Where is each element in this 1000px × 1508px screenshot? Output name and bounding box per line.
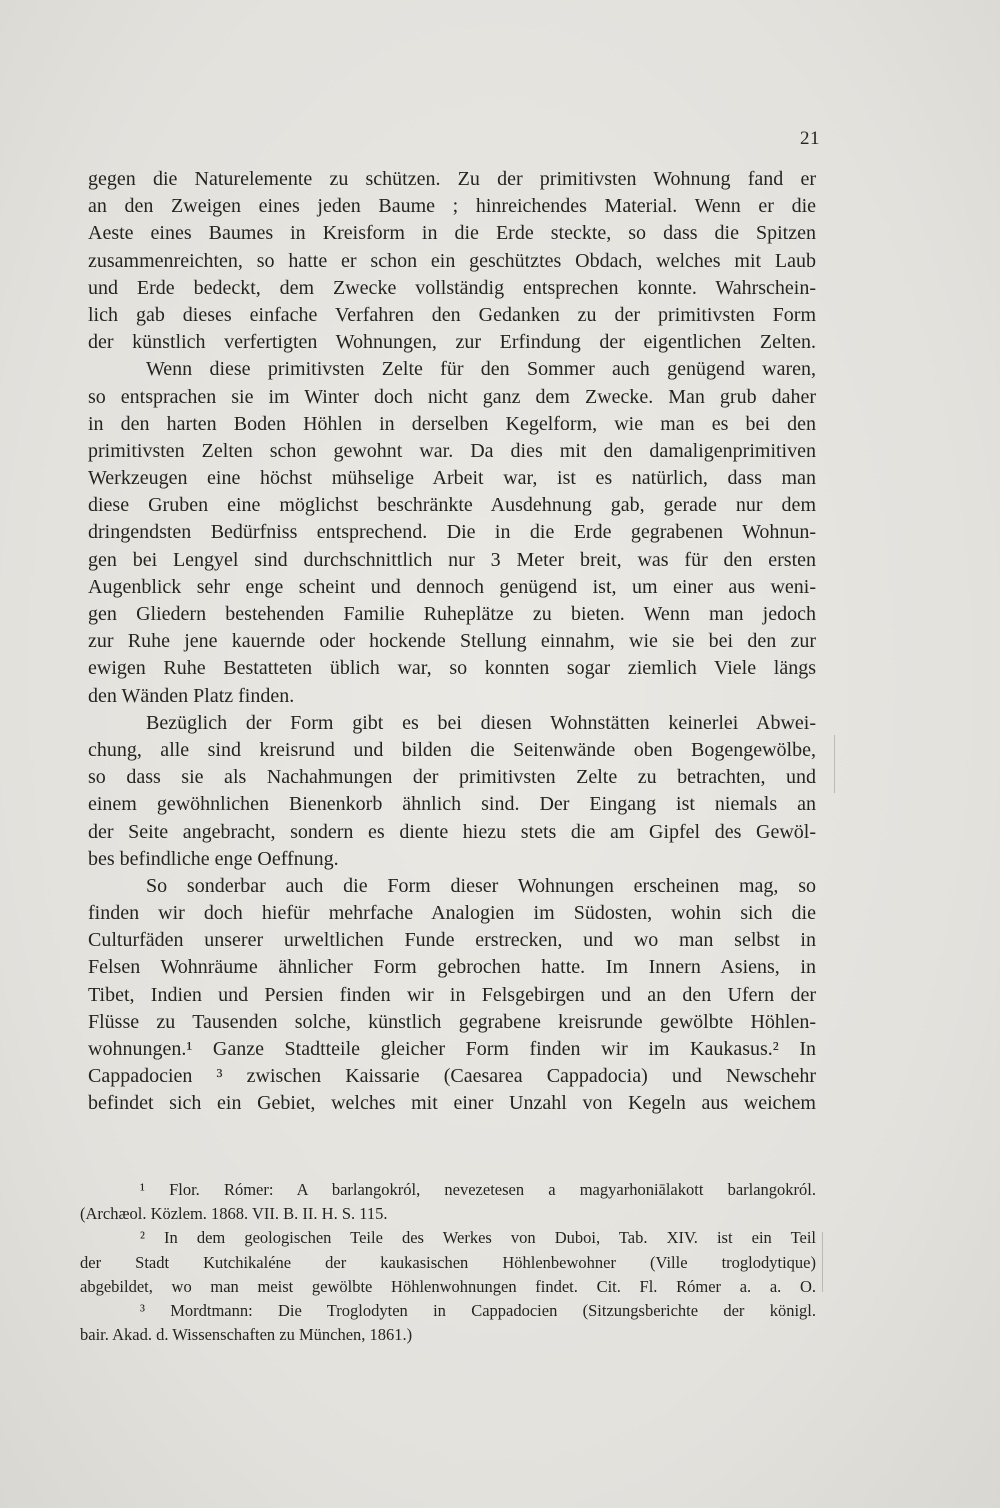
- body-text-line: Wenn diese primitivsten Zelte für den Sommer auch genügend waren,: [146, 358, 816, 381]
- body-text-line: so dass sie als Nachahmungen der primitivsten Zelte zu betrachten, und: [88, 766, 816, 789]
- body-text-line: Cappadocien ³ zwischen Kaissarie (Caesarea Cappadocia) und Newschehr: [88, 1065, 816, 1088]
- body-text-line: zur Ruhe jene kauernde oder hockende Stellung einnahm, wie sie bei den zur: [88, 630, 816, 653]
- footnote-line: der Stadt Kutchikaléne der kaukasischen Höhlenbewohner (Ville troglodytique): [80, 1252, 816, 1272]
- footnote-line: ³ Mordtmann: Die Troglodyten in Cappadocien (Sitzungsberichte der königl.: [140, 1300, 816, 1320]
- footnote-line: bair. Akad. d. Wissenschaften zu München, 1861.): [80, 1325, 413, 1345]
- body-text-line: Tibet, Indien und Persien finden wir in Felsgebirgen und an den Ufern der: [88, 983, 816, 1006]
- body-text-line: Culturfäden unserer urweltlichen Funde erstrecken, und wo man selbst in: [88, 929, 816, 952]
- body-text-line: Felsen Wohnräume ähnlicher Form gebrochen hatte. Im Innern Asiens, in: [88, 956, 816, 979]
- body-text-line: Bezüglich der Form gibt es bei diesen Wohnstätten keinerlei Abwei-: [146, 711, 816, 734]
- body-text-line: in den harten Boden Höhlen in derselben Kegelform, wie man es bei den: [88, 412, 816, 435]
- body-text-line: Flüsse zu Tausenden solche, künstlich gegrabene kreisrunde gewölbte Höhlen-: [88, 1010, 816, 1033]
- body-text-line: wohnungen.¹ Ganze Stadtteile gleicher Form finden wir im Kaukasus.² In: [88, 1038, 816, 1060]
- body-text-line: Werkzeugen eine höchst mühselige Arbeit war, ist es natürlich, dass man: [88, 467, 816, 490]
- body-text-line: der künstlich verfertigten Wohnungen, zur Erfindung der eigentlichen Zelten.: [88, 331, 816, 354]
- body-text-line: chung, alle sind kreisrund und bilden die Seitenwände oben Bogengewölbe,: [88, 738, 816, 761]
- body-text-line: und Erde bedeckt, dem Zwecke vollständig entsprechen konnte. Wahrschein-: [88, 276, 816, 299]
- body-text-line: diese Gruben eine möglichst beschränkte Ausdehnung gab, gerade nur dem: [88, 494, 816, 517]
- body-text-line: befindet sich ein Gebiet, welches mit einer Unzahl von Kegeln aus weichem: [88, 1092, 816, 1115]
- footnote-line: ² In dem geologischen Teile des Werkes von Duboi, Tab. XIV. ist ein Teil: [140, 1228, 816, 1248]
- page-number: 21: [800, 128, 820, 149]
- body-text-line: einem gewöhnlichen Bienenkorb ähnlich sind. Der Eingang ist niemals an: [88, 793, 816, 816]
- body-text-line: gen Gliedern bestehenden Familie Ruheplätze zu bieten. Wenn man jedoch: [88, 603, 816, 625]
- body-text-line: so entsprachen sie im Winter doch nicht ganz dem Zwecke. Man grub daher: [88, 385, 816, 408]
- body-text-line: Aeste eines Baumes in Kreisform in die Erde steckte, so dass die Spitzen: [88, 222, 816, 245]
- margin-bracket-mark: [818, 1232, 823, 1292]
- footnote-line: ¹ Flor. Rómer: A barlangokról, nevezetesen a magyarhoniālakott barlangokról.: [140, 1180, 816, 1199]
- body-text-line: den Wänden Platz finden.: [88, 684, 295, 707]
- body-text-line: bes befindliche enge Oeffnung.: [88, 847, 339, 870]
- body-text-line: finden wir doch hiefür mehrfache Analogien im Südosten, wohin sich die: [88, 902, 816, 925]
- body-text-line: Augenblick sehr enge scheint und dennoch genügend ist, um einer aus weni-: [88, 575, 816, 598]
- body-text-line: an den Zweigen eines jeden Baume ; hinreichendes Material. Wenn er die: [88, 195, 816, 218]
- footnote-line: abgebildet, wo man meist gewölbte Höhlenwohnungen findet. Cit. Fl. Rómer a. a. O.: [80, 1276, 816, 1296]
- body-text-line: zusammenreichten, so hatte er schon ein geschütztes Obdach, welches mit Laub: [88, 249, 816, 272]
- body-text: [88, 166, 816, 1118]
- margin-bracket-mark: [830, 735, 835, 793]
- body-text-line: der Seite angebracht, sondern es diente hiezu stets die am Gipfel des Gewöl-: [88, 820, 816, 843]
- body-text-line: lich gab dieses einfache Verfahren den Gedanken zu der primitivsten Form: [88, 303, 816, 326]
- footnote-line: (Archæol. Közlem. 1868. VII. B. II. H. S. 115.: [80, 1204, 388, 1224]
- body-text-line: primitivsten Zelten schon gewohnt war. Da dies mit den damaligenprimitiven: [88, 439, 816, 462]
- footnotes: [80, 1178, 816, 1347]
- body-text-line: So sonderbar auch die Form dieser Wohnungen erscheinen mag, so: [146, 874, 816, 897]
- body-text-line: dringendsten Bedürfniss entsprechend. Die in die Erde gegrabenen Wohnun-: [88, 521, 816, 544]
- body-text-line: gen bei Lengyel sind durchschnittlich nur 3 Meter breit, was für den ersten: [88, 548, 816, 571]
- body-text-line: ewigen Ruhe Bestatteten üblich war, so konnten sogar ziemlich Viele längs: [88, 657, 816, 680]
- body-text-line: gegen die Naturelemente zu schützen. Zu der primitivsten Wohnung fand er: [88, 168, 816, 190]
